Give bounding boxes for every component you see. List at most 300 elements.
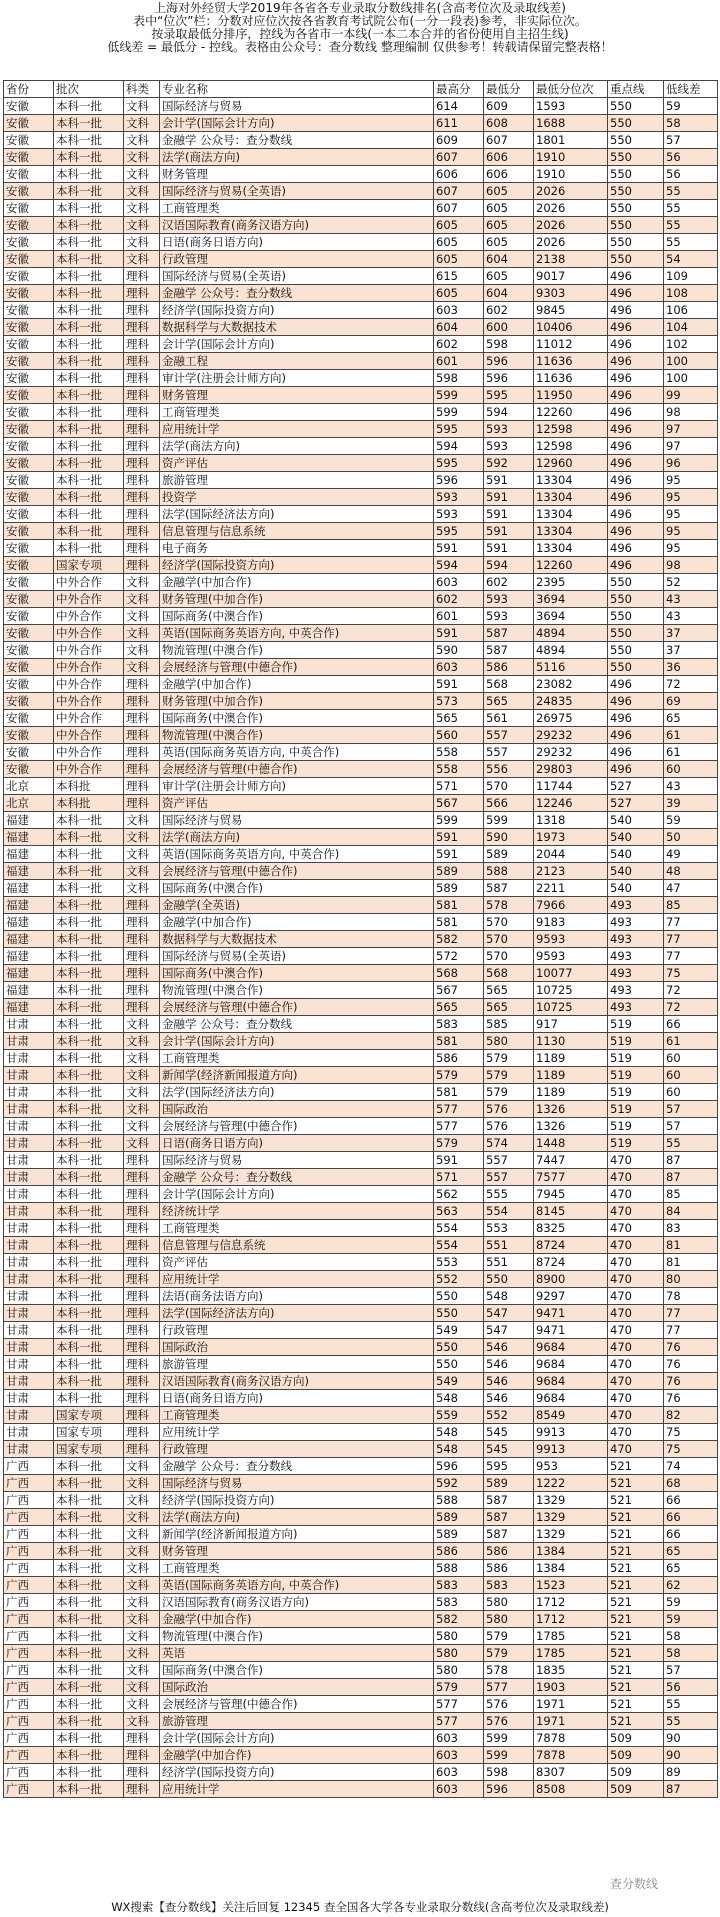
cell-key-line: 470 (608, 1441, 664, 1458)
cell-batch: 本科一批 (54, 1628, 124, 1645)
cell-min-score: 599 (484, 1747, 534, 1764)
cell-min-score: 580 (484, 1611, 534, 1628)
cell-key-line: 550 (608, 200, 664, 217)
cell-batch: 本科一批 (54, 1679, 124, 1696)
cell-min-rank: 11636 (534, 370, 608, 387)
cell-category: 理科 (124, 1288, 160, 1305)
cell-max-score: 591 (434, 625, 484, 642)
cell-min-score: 587 (484, 625, 534, 642)
cell-batch: 本科一批 (54, 880, 124, 897)
cell-major: 法学(商法方向) (160, 149, 434, 166)
cell-min-rank: 12598 (534, 421, 608, 438)
cell-min-rank: 1712 (534, 1594, 608, 1611)
cell-line-diff: 60 (664, 1084, 718, 1101)
cell-min-rank: 1712 (534, 1611, 608, 1628)
cell-batch: 本科一批 (54, 455, 124, 472)
cell-key-line: 509 (608, 1730, 664, 1747)
cell-category: 文科 (124, 1696, 160, 1713)
cell-min-rank: 11636 (534, 353, 608, 370)
cell-line-diff: 95 (664, 489, 718, 506)
cell-max-score: 594 (434, 438, 484, 455)
cell-category: 理科 (124, 727, 160, 744)
table-row (4, 1271, 718, 1288)
cell-category: 理科 (124, 353, 160, 370)
cell-min-score: 588 (484, 863, 534, 880)
cell-province: 广西 (4, 1764, 54, 1781)
cell-major: 国际商务(中澳合作) (160, 965, 434, 982)
cell-batch: 本科一批 (54, 1730, 124, 1747)
cell-key-line: 550 (608, 234, 664, 251)
cell-min-rank: 5116 (534, 659, 608, 676)
cell-line-diff: 59 (664, 1594, 718, 1611)
cell-min-rank: 1523 (534, 1577, 608, 1594)
cell-province: 北京 (4, 795, 54, 812)
cell-min-score: 570 (484, 778, 534, 795)
table-row (4, 1390, 718, 1407)
cell-key-line: 521 (608, 1645, 664, 1662)
cell-category: 理科 (124, 438, 160, 455)
cell-batch: 本科一批 (54, 982, 124, 999)
cell-category: 理科 (124, 421, 160, 438)
cell-major: 会展经济与管理(中德合作) (160, 659, 434, 676)
cell-province: 甘肃 (4, 1135, 54, 1152)
cell-batch: 本科一批 (54, 1135, 124, 1152)
cell-min-rank: 8724 (534, 1254, 608, 1271)
cell-min-score: 593 (484, 608, 534, 625)
cell-batch: 本科一批 (54, 1560, 124, 1577)
cell-line-diff: 66 (664, 1492, 718, 1509)
cell-line-diff: 60 (664, 1050, 718, 1067)
cell-line-diff: 87 (664, 1781, 718, 1798)
cell-key-line: 540 (608, 812, 664, 829)
cell-line-diff: 66 (664, 1509, 718, 1526)
cell-major: 金融学(中加合作) (160, 1747, 434, 1764)
cell-batch: 本科一批 (54, 370, 124, 387)
cell-batch: 本科一批 (54, 829, 124, 846)
cell-key-line: 527 (608, 778, 664, 795)
table-row (4, 1713, 718, 1730)
cell-max-score: 560 (434, 727, 484, 744)
cell-max-score: 604 (434, 319, 484, 336)
table-row (4, 1339, 718, 1356)
cell-province: 甘肃 (4, 1373, 54, 1390)
cell-max-score: 549 (434, 1322, 484, 1339)
cell-min-score: 605 (484, 183, 534, 200)
cell-min-score: 551 (484, 1237, 534, 1254)
table-row (4, 1220, 718, 1237)
table-row (4, 1543, 718, 1560)
cell-province: 甘肃 (4, 1339, 54, 1356)
cell-province: 安徽 (4, 319, 54, 336)
cell-province: 安徽 (4, 115, 54, 132)
cell-min-rank: 9303 (534, 285, 608, 302)
cell-major: 金融学 公众号：查分数线 (160, 285, 434, 302)
cell-min-score: 589 (484, 846, 534, 863)
cell-major: 国际经济与贸易 (160, 98, 434, 115)
cell-major: 旅游管理 (160, 1713, 434, 1730)
cell-province: 甘肃 (4, 1101, 54, 1118)
table-row (4, 727, 718, 744)
cell-min-rank: 23082 (534, 676, 608, 693)
cell-key-line: 496 (608, 523, 664, 540)
cell-max-score: 552 (434, 1271, 484, 1288)
cell-category: 理科 (124, 1237, 160, 1254)
cell-category: 文科 (124, 659, 160, 676)
cell-min-score: 602 (484, 302, 534, 319)
cell-line-diff: 43 (664, 608, 718, 625)
cell-min-score: 566 (484, 795, 534, 812)
cell-category: 文科 (124, 1543, 160, 1560)
cell-max-score: 580 (434, 1645, 484, 1662)
cell-min-rank: 2211 (534, 880, 608, 897)
table-row (4, 642, 718, 659)
cell-key-line: 493 (608, 999, 664, 1016)
cell-province: 福建 (4, 846, 54, 863)
cell-min-rank: 9471 (534, 1305, 608, 1322)
cell-batch: 本科一批 (54, 489, 124, 506)
cell-province: 广西 (4, 1458, 54, 1475)
table-row (4, 370, 718, 387)
cell-line-diff: 72 (664, 676, 718, 693)
table-row (4, 1016, 718, 1033)
cell-key-line: 540 (608, 880, 664, 897)
cell-min-rank: 12960 (534, 455, 608, 472)
cell-min-score: 607 (484, 132, 534, 149)
cell-min-score: 606 (484, 149, 534, 166)
cell-major: 物流管理(中澳合作) (160, 727, 434, 744)
table-row (4, 1135, 718, 1152)
cell-min-rank: 26975 (534, 710, 608, 727)
table-row (4, 1645, 718, 1662)
cell-min-rank: 29232 (534, 727, 608, 744)
cell-max-score: 589 (434, 1526, 484, 1543)
cell-min-score: 586 (484, 1560, 534, 1577)
cell-major: 法学(国际经济法方向) (160, 506, 434, 523)
cell-category: 文科 (124, 1492, 160, 1509)
cell-min-score: 565 (484, 999, 534, 1016)
cell-min-rank: 1189 (534, 1067, 608, 1084)
cell-province: 甘肃 (4, 1288, 54, 1305)
cell-major: 审计学(注册会计师方向) (160, 370, 434, 387)
cell-min-rank: 3694 (534, 608, 608, 625)
cell-max-score: 577 (434, 1118, 484, 1135)
cell-major: 国际经济与贸易 (160, 1475, 434, 1492)
cell-min-score: 605 (484, 217, 534, 234)
cell-min-score: 546 (484, 1373, 534, 1390)
table-row (4, 1152, 718, 1169)
table-row (4, 489, 718, 506)
cell-category: 理科 (124, 1730, 160, 1747)
cell-batch: 中外合作 (54, 642, 124, 659)
cell-category: 理科 (124, 1322, 160, 1339)
cell-category: 理科 (124, 387, 160, 404)
cell-min-score: 576 (484, 1101, 534, 1118)
cell-major: 国际政治 (160, 1101, 434, 1118)
cell-min-rank: 8900 (534, 1271, 608, 1288)
table-row (4, 149, 718, 166)
cell-major: 投资学 (160, 489, 434, 506)
cell-batch: 本科一批 (54, 149, 124, 166)
table-row (4, 285, 718, 302)
cell-min-rank: 12246 (534, 795, 608, 812)
cell-province: 安徽 (4, 251, 54, 268)
cell-max-score: 554 (434, 1220, 484, 1237)
table-row (4, 1203, 718, 1220)
cell-province: 安徽 (4, 523, 54, 540)
cell-key-line: 550 (608, 166, 664, 183)
table-row (4, 710, 718, 727)
cell-batch: 本科一批 (54, 540, 124, 557)
cell-province: 安徽 (4, 659, 54, 676)
cell-major: 数据科学与大数据技术 (160, 931, 434, 948)
cell-line-diff: 90 (664, 1730, 718, 1747)
cell-min-rank: 1329 (534, 1492, 608, 1509)
cell-line-diff: 95 (664, 506, 718, 523)
cell-batch: 本科一批 (54, 166, 124, 183)
cell-category: 理科 (124, 1407, 160, 1424)
cell-category: 文科 (124, 608, 160, 625)
table-row (4, 778, 718, 795)
cell-line-diff: 54 (664, 251, 718, 268)
cell-line-diff: 59 (664, 1611, 718, 1628)
cell-batch: 本科一批 (54, 98, 124, 115)
cell-min-score: 593 (484, 438, 534, 455)
cell-max-score: 605 (434, 217, 484, 234)
cell-min-rank: 1189 (534, 1050, 608, 1067)
cell-max-score: 607 (434, 149, 484, 166)
cell-key-line: 540 (608, 863, 664, 880)
cell-batch: 中外合作 (54, 574, 124, 591)
cell-category: 理科 (124, 1747, 160, 1764)
cell-key-line: 470 (608, 1169, 664, 1186)
cell-major: 资产评估 (160, 1254, 434, 1271)
cell-major: 会展经济与管理(中德合作) (160, 863, 434, 880)
cell-key-line: 527 (608, 795, 664, 812)
cell-line-diff: 65 (664, 1560, 718, 1577)
cell-batch: 中外合作 (54, 591, 124, 608)
cell-batch: 本科一批 (54, 1747, 124, 1764)
cell-major: 汉语国际教育(商务汉语方向) (160, 1594, 434, 1611)
table-row (4, 472, 718, 489)
cell-batch: 本科一批 (54, 1713, 124, 1730)
cell-province: 广西 (4, 1645, 54, 1662)
cell-line-diff: 75 (664, 1424, 718, 1441)
cell-min-score: 576 (484, 1696, 534, 1713)
cell-key-line: 470 (608, 1356, 664, 1373)
cell-province: 安徽 (4, 693, 54, 710)
cell-min-rank: 7945 (534, 1186, 608, 1203)
cell-province: 广西 (4, 1594, 54, 1611)
cell-line-diff: 48 (664, 863, 718, 880)
cell-province: 安徽 (4, 625, 54, 642)
cell-min-score: 587 (484, 1492, 534, 1509)
header-note-2: 按录取最低分排序，控线为各省市一本线(一本二本合并的省份使用自主招生线) (151, 27, 569, 41)
cell-line-diff: 82 (664, 1407, 718, 1424)
cell-batch: 本科一批 (54, 200, 124, 217)
cell-key-line: 521 (608, 1713, 664, 1730)
table-row (4, 1730, 718, 1747)
cell-min-score: 579 (484, 1050, 534, 1067)
cell-batch: 本科一批 (54, 421, 124, 438)
table-row (4, 115, 718, 132)
cell-max-score: 601 (434, 353, 484, 370)
cell-key-line: 470 (608, 1186, 664, 1203)
cell-category: 文科 (124, 1662, 160, 1679)
cell-batch: 本科一批 (54, 1594, 124, 1611)
cell-major: 会计学(国际会计方向) (160, 115, 434, 132)
cell-category: 文科 (124, 1458, 160, 1475)
cell-province: 安徽 (4, 370, 54, 387)
cell-key-line: 550 (608, 625, 664, 642)
cell-category: 理科 (124, 1373, 160, 1390)
cell-batch: 本科一批 (54, 1526, 124, 1543)
cell-min-rank: 917 (534, 1016, 608, 1033)
cell-category: 文科 (124, 846, 160, 863)
cell-category: 文科 (124, 642, 160, 659)
cell-category: 理科 (124, 1339, 160, 1356)
cell-category: 理科 (124, 761, 160, 778)
table-row (4, 455, 718, 472)
cell-min-score: 596 (484, 353, 534, 370)
cell-line-diff: 56 (664, 149, 718, 166)
cell-province: 甘肃 (4, 1050, 54, 1067)
cell-min-rank: 7878 (534, 1747, 608, 1764)
cell-line-diff: 69 (664, 693, 718, 710)
cell-batch: 本科一批 (54, 812, 124, 829)
cell-province: 广西 (4, 1679, 54, 1696)
cell-max-score: 548 (434, 1424, 484, 1441)
cell-max-score: 595 (434, 523, 484, 540)
cell-max-score: 599 (434, 387, 484, 404)
cell-province: 甘肃 (4, 1390, 54, 1407)
cell-min-rank: 1835 (534, 1662, 608, 1679)
cell-line-diff: 55 (664, 234, 718, 251)
cell-major: 工商管理类 (160, 1407, 434, 1424)
table-row (4, 1696, 718, 1713)
cell-key-line: 496 (608, 353, 664, 370)
table-row (4, 1577, 718, 1594)
cell-key-line: 470 (608, 1254, 664, 1271)
cell-min-rank: 1688 (534, 115, 608, 132)
cell-category: 理科 (124, 557, 160, 574)
table-row (4, 659, 718, 676)
cell-max-score: 591 (434, 1152, 484, 1169)
cell-min-rank: 29803 (534, 761, 608, 778)
cell-max-score: 593 (434, 506, 484, 523)
cell-line-diff: 55 (664, 1713, 718, 1730)
cell-batch: 本科一批 (54, 1152, 124, 1169)
cell-line-diff: 37 (664, 625, 718, 642)
cell-category: 理科 (124, 319, 160, 336)
cell-min-score: 606 (484, 166, 534, 183)
cell-min-rank: 9845 (534, 302, 608, 319)
cell-batch: 本科批 (54, 795, 124, 812)
cell-max-score: 605 (434, 285, 484, 302)
cell-province: 甘肃 (4, 1152, 54, 1169)
cell-min-rank: 9471 (534, 1322, 608, 1339)
cell-province: 安徽 (4, 336, 54, 353)
cell-min-score: 552 (484, 1407, 534, 1424)
cell-key-line: 470 (608, 1203, 664, 1220)
cell-major: 会展经济与管理(中德合作) (160, 1696, 434, 1713)
cell-province: 广西 (4, 1509, 54, 1526)
cell-min-score: 598 (484, 336, 534, 353)
cell-batch: 本科一批 (54, 1118, 124, 1135)
cell-key-line: 496 (608, 370, 664, 387)
cell-line-diff: 97 (664, 421, 718, 438)
cell-batch: 本科一批 (54, 999, 124, 1016)
cell-category: 文科 (124, 1645, 160, 1662)
cell-major: 国际经济与贸易(全英语) (160, 268, 434, 285)
cell-category: 理科 (124, 370, 160, 387)
cell-major: 英语 (160, 1645, 434, 1662)
table-row (4, 319, 718, 336)
cell-batch: 本科一批 (54, 1492, 124, 1509)
cell-max-score: 593 (434, 489, 484, 506)
table-row (4, 1560, 718, 1577)
cell-line-diff: 84 (664, 1203, 718, 1220)
cell-batch: 本科一批 (54, 1662, 124, 1679)
col-header-line-diff: 低线差 (664, 81, 718, 98)
cell-major: 金融学(中加合作) (160, 914, 434, 931)
cell-line-diff: 77 (664, 914, 718, 931)
cell-category: 理科 (124, 982, 160, 999)
cell-major: 国际政治 (160, 1679, 434, 1696)
cell-batch: 本科一批 (54, 1050, 124, 1067)
cell-batch: 本科一批 (54, 217, 124, 234)
cell-category: 文科 (124, 183, 160, 200)
table-row (4, 1441, 718, 1458)
cell-key-line: 521 (608, 1475, 664, 1492)
cell-category: 理科 (124, 1186, 160, 1203)
cell-major: 会展经济与管理(中德合作) (160, 999, 434, 1016)
cell-key-line: 496 (608, 489, 664, 506)
cell-batch: 本科一批 (54, 132, 124, 149)
cell-major: 英语(国际商务英语方向, 中英合作) (160, 846, 434, 863)
cell-line-diff: 65 (664, 710, 718, 727)
cell-major: 应用统计学 (160, 1271, 434, 1288)
cell-key-line: 521 (608, 1594, 664, 1611)
cell-category: 理科 (124, 472, 160, 489)
cell-min-rank: 9913 (534, 1424, 608, 1441)
cell-min-score: 547 (484, 1305, 534, 1322)
cell-province: 安徽 (4, 183, 54, 200)
cell-min-rank: 13304 (534, 472, 608, 489)
cell-line-diff: 57 (664, 1101, 718, 1118)
cell-key-line: 496 (608, 727, 664, 744)
cell-batch: 本科一批 (54, 353, 124, 370)
cell-max-score: 582 (434, 1611, 484, 1628)
cell-max-score: 549 (434, 1373, 484, 1390)
cell-province: 广西 (4, 1730, 54, 1747)
cell-max-score: 607 (434, 200, 484, 217)
cell-max-score: 605 (434, 234, 484, 251)
cell-key-line: 496 (608, 438, 664, 455)
cell-province: 安徽 (4, 217, 54, 234)
cell-province: 安徽 (4, 268, 54, 285)
col-header-category: 科类 (124, 81, 160, 98)
cell-batch: 本科一批 (54, 1288, 124, 1305)
cell-batch: 本科一批 (54, 1203, 124, 1220)
cell-batch: 本科一批 (54, 115, 124, 132)
cell-line-diff: 95 (664, 523, 718, 540)
cell-line-diff: 37 (664, 642, 718, 659)
cell-province: 安徽 (4, 744, 54, 761)
cell-min-rank: 9684 (534, 1373, 608, 1390)
cell-category: 理科 (124, 1152, 160, 1169)
cell-min-score: 599 (484, 1730, 534, 1747)
cell-major: 法学(商法方向) (160, 1509, 434, 1526)
